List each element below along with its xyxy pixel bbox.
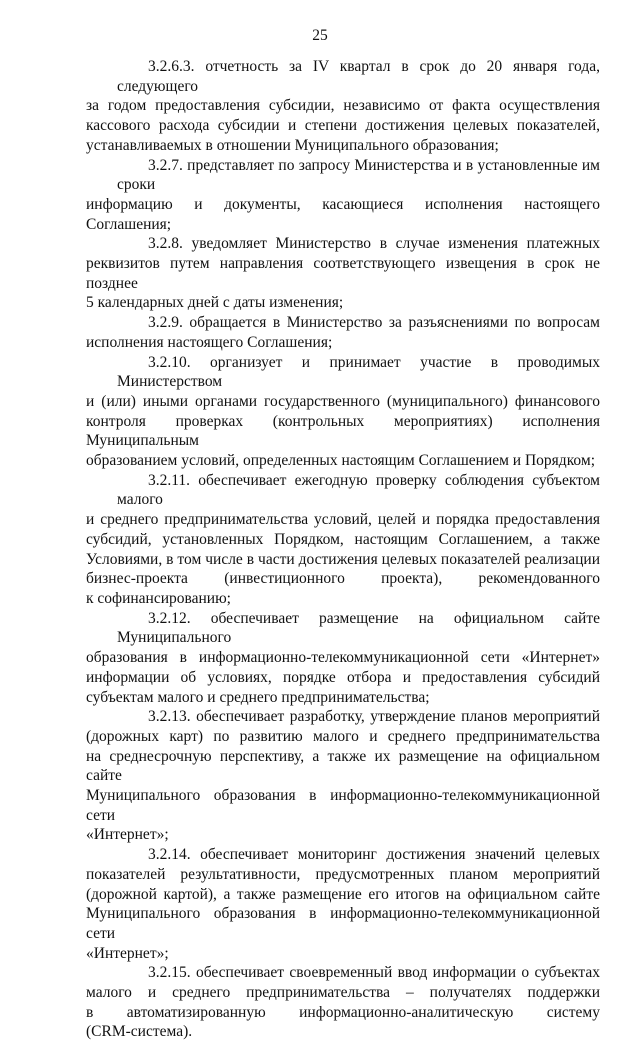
text-line: контроля проверках (контрольных мероприятиях) исполнения Муниципальным: [86, 412, 600, 450]
text-line: 3.2.15. обеспечивает своевременный ввод информации о субъектах: [148, 964, 600, 982]
text-line: Условиями, в том числе в части достижения целевых показателей реализации: [86, 550, 600, 568]
text-line: 3.2.9. обращается в Министерство за разъяснениями по вопросам: [148, 314, 600, 332]
text-line: Муниципального образования в информационно-телекоммуникационной сети: [86, 905, 600, 942]
text-line: исполнения настоящего Соглашения;: [86, 333, 333, 351]
text-line: на среднесрочную перспективу, а также их размещение на официальном сайте: [86, 747, 600, 785]
clause-3-2-7: [86, 156, 600, 235]
text-line: 3.2.14. обеспечивает мониторинг достижения значений целевых: [148, 846, 600, 864]
text-line: 5 календарных дней с даты изменения;: [86, 294, 344, 312]
text-line: 3.2.8. уведомляет Министерство в случае изменения платежных: [148, 235, 600, 253]
clause-3-2-6-3: [86, 57, 600, 156]
text-line: за годом предоставления субсидии, независимо от факта осуществления: [86, 97, 600, 115]
text-line: (дорожных карт) по развитию малого и среднего предпринимательства: [86, 727, 600, 745]
clause-3-2-10: [86, 353, 600, 471]
clause-3-2-15: [86, 963, 600, 1042]
text-line: кассового расхода субсидии и степени достижения целевых показателей,: [86, 117, 600, 135]
text-line: Муниципального образования в информационно-телекоммуникационной сети: [86, 787, 600, 824]
text-line: 3.2.10. организует и принимает участие в проводимых Министерством: [117, 353, 600, 391]
text-line: образованием условий, определенных настоящим Соглашением и Порядком;: [86, 452, 596, 470]
clause-3-2-14: [86, 845, 600, 963]
clause-3-2-8: [86, 234, 600, 313]
text-line: 3.2.11. обеспечивает ежегодную проверку соблюдения субъектом малого: [117, 471, 600, 509]
clause-3-2-13: [86, 707, 600, 845]
text-line: субсидий, установленных Порядком, настоящим Соглашением, а также: [86, 530, 600, 548]
text-line: образования в информационно-телекоммуникационной сети «Интернет»: [86, 649, 600, 667]
clause-3-2-9: [86, 313, 600, 352]
text-line: 3.2.13. обеспечивает разработку, утверждение планов мероприятий: [148, 708, 600, 726]
text-line: бизнес-проекта (инвестиционного проекта), рекомендованного: [86, 570, 600, 588]
text-line: и (или) иными органами государственного (муниципального) финансового: [86, 392, 600, 410]
text-line: «Интернет»;: [86, 826, 169, 844]
document-body: [86, 57, 600, 1042]
text-line: устанавливаемых в отношении Муниципального образования;: [86, 136, 499, 154]
text-line: реквизитов путем направления соответствующего извещения в срок не позднее: [86, 255, 600, 292]
text-line: (дорожной картой), а также размещение его итогов на официальном сайте: [86, 885, 600, 903]
text-line: 3.2.7. представляет по запросу Министерства и в установленные им сроки: [117, 156, 600, 194]
text-line: 3.2.12. обеспечивает размещение на официальном сайте Муниципального: [117, 609, 600, 647]
clause-3-2-11: [86, 471, 600, 609]
text-line: малого и среднего предпринимательства – получателях поддержки: [86, 984, 600, 1002]
page-number: 25: [312, 27, 328, 44]
text-line: (CRM-система).: [86, 1023, 193, 1041]
text-line: «Интернет»;: [86, 944, 169, 962]
text-line: показателей результативности, предусмотренных планом мероприятий: [86, 865, 600, 883]
text-line: информацию и документы, касающиеся исполнения настоящего Соглашения;: [86, 195, 600, 233]
text-line: к софинансированию;: [86, 589, 231, 607]
text-line: в автоматизированную информационно-аналитическую систему: [86, 1003, 600, 1021]
text-line: и среднего предпринимательства условий, целей и порядка предоставления: [86, 511, 600, 529]
clause-3-2-12: [86, 609, 600, 708]
text-line: субъектам малого и среднего предпринимательства;: [86, 688, 430, 706]
text-line: 3.2.6.3. отчетность за IV квартал в срок до 20 января года, следующего: [117, 58, 600, 95]
text-line: информации об условиях, порядке отбора и предоставления субсидий: [86, 668, 600, 686]
